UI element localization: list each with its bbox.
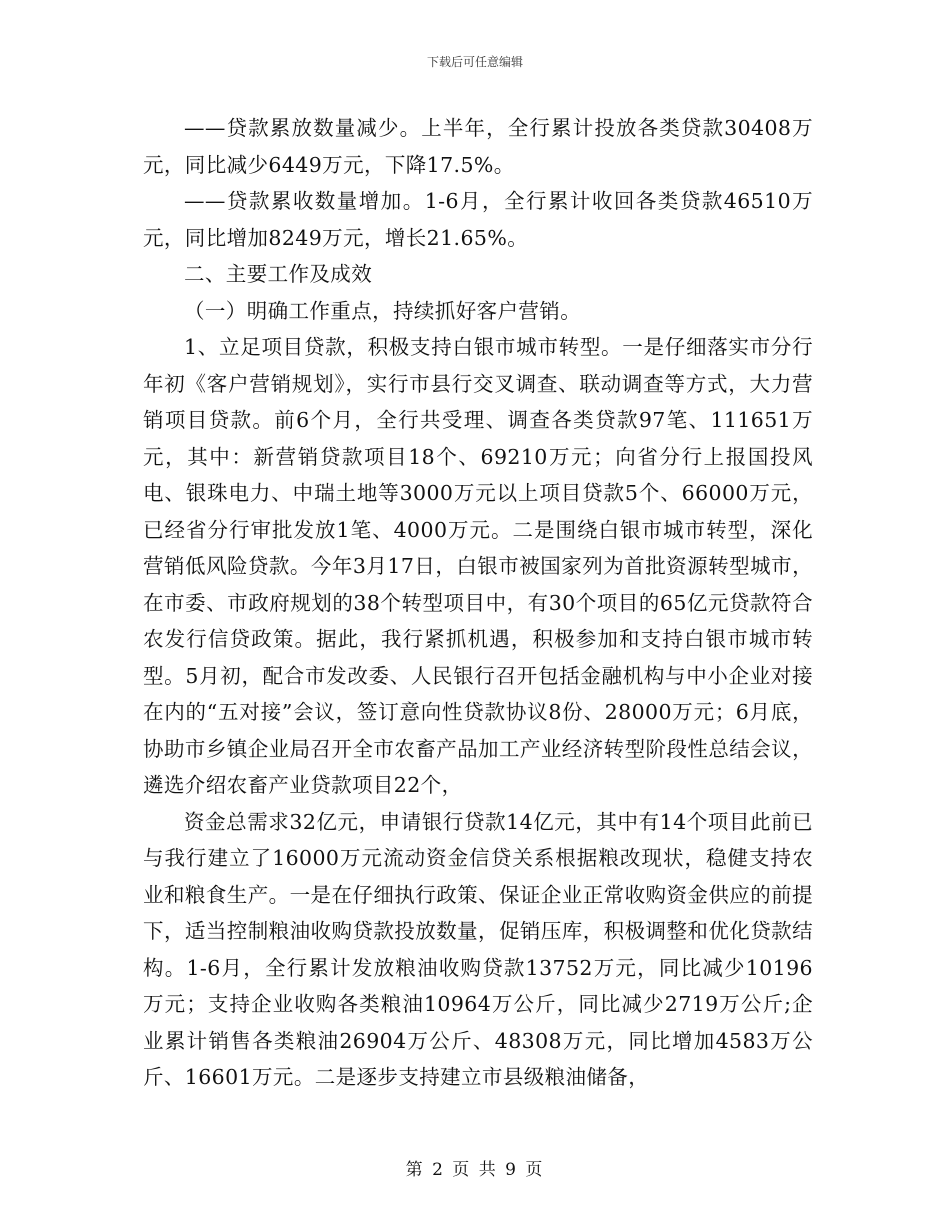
paragraph-loan-recovery: ——贷款累收数量增加。1-6月，全行累计收回各类贷款46510万元，同比增加8249万元，增长21.65%。: [143, 189, 813, 250]
page-footer: 第 2 页 共 9 页: [405, 1160, 545, 1180]
page-header: 下载后可任意编辑: [426, 55, 523, 69]
paragraph-capital-demand: 资金总需求32亿元，申请银行贷款14亿元，其中有14个项目此前已与我行建立了16000万元流动资金信贷关系根据粮改现状，稳健支持农业和粮食生产。一是在仔细执行政策、保证企业正常收购资金供应的前提下，适当控制粮油收购贷款投放数量，促销压库，积极调整和优化贷款结构。1-6月，全行累计发放粮油收购贷款13752万元，同比减少10196万元；支持企业收购各类粮油10964万公斤，同比减少2719万公斤;企业累计销售各类粮油26904万公斤、48308万元，同比增加4583万公斤、16601万元。二是逐步支持建立市县级粮油储备，: [143, 809, 813, 1089]
paragraph-project-loans: 1、立足项目贷款，积极支持白银市城市转型。一是仔细落实市分行年初《客户营销规划》，实行市县行交叉调查、联动调查等方式，大力营销项目贷款。前6个月，全行共受理、调查各类贷款97笔、111651万元，其中：新营销贷款项目18个、69210万元；向省分行上报国投风电、银珠电力、中瑞土地等3000万元以上项目贷款5个、66000万元，已经省分行审批发放1笔、4000万元。二是围绕白银市城市转型，深化营销低风险贷款。今年3月17日，白银市被国家列为首批资源转型城市，在市委、市政府规划的38个转型项目中，有30个项目的65亿元贷款符合农发行信贷政策。据此，我行紧抓机遇，积极参加和支持白银市城市转型。5月初，配合市发改委、人民银行召开包括金融机构与中小企业对接在内的“五对接”会议，签订意向性贷款协议8份、28000万元；6月底，协助市乡镇企业局召开全市农畜产品加工产业经济转型阶段性总结会议，遴选介绍农畜产业贷款项目22个，: [143, 335, 813, 797]
paragraph-loan-disbursement: ——贷款累放数量减少。上半年，全行累计投放各类贷款30408万元，同比减少6449万元，下降17.5%。: [143, 116, 813, 177]
document-body: [143, 110, 813, 1096]
section-heading-main-work: 二、主要工作及成效: [184, 262, 373, 286]
subsection-heading-customer-marketing: （一）明确工作重点，持续抓好客户营销。: [184, 298, 582, 323]
